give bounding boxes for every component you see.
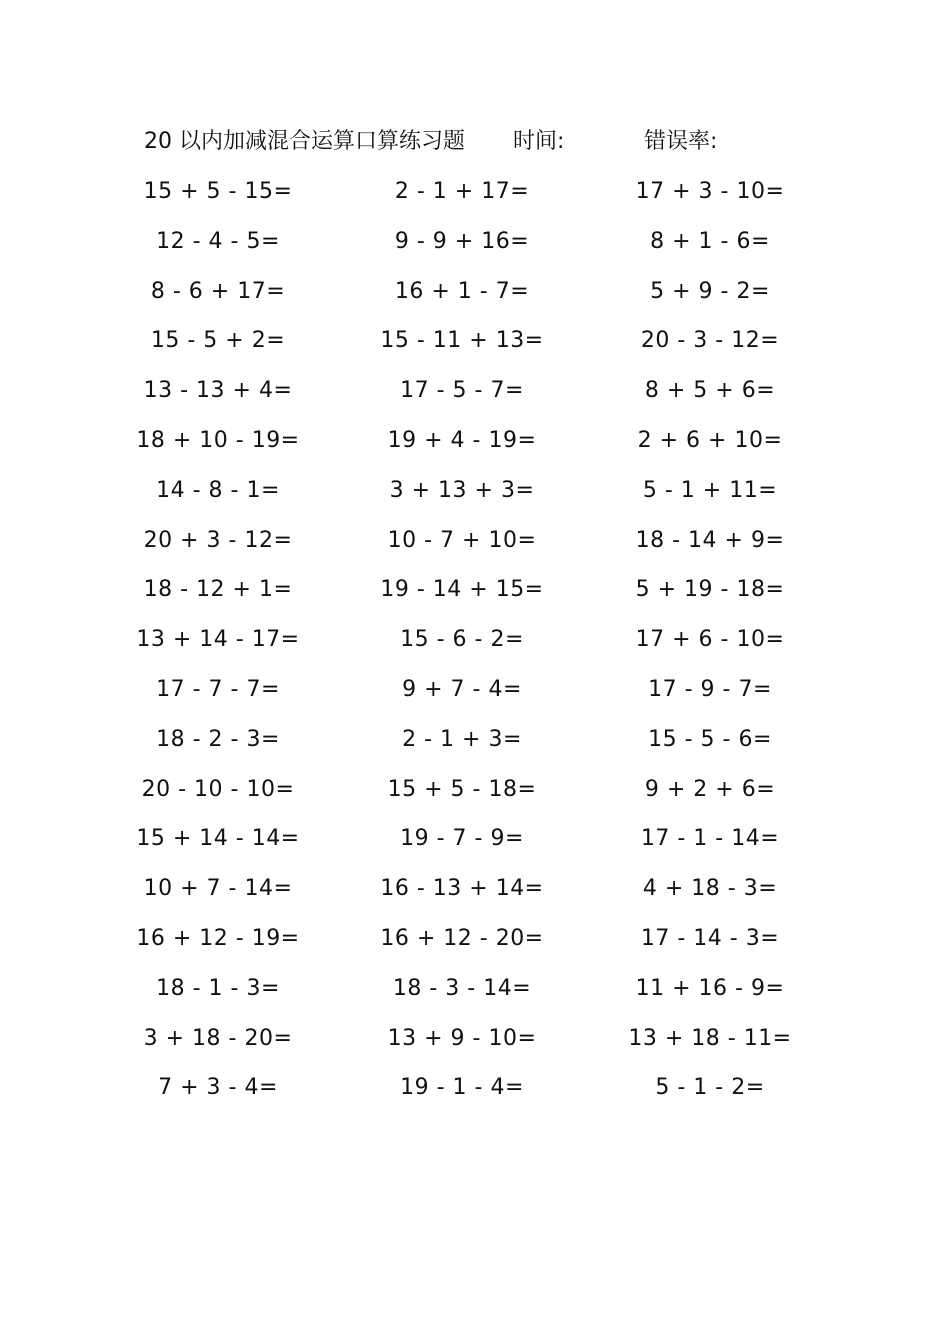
problem-row bbox=[0, 869, 950, 919]
problem-item: 18 - 14 + 9= bbox=[635, 527, 785, 553]
problem-row bbox=[0, 1019, 950, 1069]
problem-item: 16 - 13 + 14= bbox=[380, 876, 544, 902]
problem-item: 13 - 13 + 4= bbox=[143, 378, 293, 404]
problem-item: 20 - 10 - 10= bbox=[141, 776, 295, 802]
problem-item: 3 + 13 + 3= bbox=[389, 477, 535, 503]
problem-item: 16 + 1 - 7= bbox=[394, 278, 530, 304]
problem-item: 16 + 12 - 19= bbox=[136, 925, 300, 951]
problem-item: 9 - 9 + 16= bbox=[394, 228, 530, 254]
problem-item: 2 - 1 + 17= bbox=[394, 179, 530, 204]
problem-item: 19 - 1 - 4= bbox=[400, 1075, 524, 1101]
problem-item: 9 + 7 - 4= bbox=[402, 676, 522, 702]
problem-item: 4 + 18 - 3= bbox=[642, 876, 778, 902]
problem-item: 17 - 14 - 3= bbox=[640, 925, 780, 951]
problem-item: 10 - 7 + 10= bbox=[387, 527, 537, 553]
problem-row bbox=[0, 570, 950, 620]
problem-grid bbox=[0, 172, 950, 1118]
problem-row bbox=[0, 1068, 950, 1118]
problem-item: 8 + 5 + 6= bbox=[644, 378, 776, 404]
problem-row bbox=[0, 421, 950, 471]
worksheet-header bbox=[144, 124, 844, 160]
problem-item: 17 - 9 - 7= bbox=[648, 676, 772, 702]
problem-item: 17 - 5 - 7= bbox=[400, 378, 524, 404]
problem-item: 19 - 7 - 9= bbox=[400, 826, 524, 852]
problem-item: 7 + 3 - 4= bbox=[158, 1075, 278, 1101]
problem-item: 8 + 1 - 6= bbox=[650, 228, 770, 254]
time-label: 时间: bbox=[513, 129, 565, 154]
problem-item: 17 - 1 - 14= bbox=[640, 826, 780, 852]
problem-row bbox=[0, 172, 950, 222]
problem-row bbox=[0, 371, 950, 421]
problem-item: 15 - 5 + 2= bbox=[150, 328, 286, 354]
problem-item: 14 - 8 - 1= bbox=[156, 477, 280, 503]
problem-item: 18 + 10 - 19= bbox=[136, 427, 300, 453]
problem-item: 2 - 1 + 3= bbox=[402, 726, 522, 752]
problem-row bbox=[0, 222, 950, 272]
problem-row bbox=[0, 670, 950, 720]
problem-row bbox=[0, 720, 950, 770]
problem-row bbox=[0, 521, 950, 571]
problem-item: 2 + 6 + 10= bbox=[637, 427, 783, 453]
problem-row bbox=[0, 471, 950, 521]
problem-item: 9 + 2 + 6= bbox=[644, 776, 776, 802]
problem-item: 10 + 7 - 14= bbox=[143, 876, 293, 902]
problem-item: 13 + 9 - 10= bbox=[387, 1025, 537, 1051]
problem-item: 15 - 11 + 13= bbox=[380, 328, 544, 354]
error-rate-label: 错误率: bbox=[644, 129, 718, 154]
problem-row bbox=[0, 919, 950, 969]
problem-item: 8 - 6 + 17= bbox=[150, 278, 286, 304]
problem-item: 13 + 18 - 11= bbox=[628, 1025, 792, 1051]
worksheet-title: 20 以内加减混合运算口算练习题 bbox=[144, 129, 465, 154]
problem-item: 3 + 18 - 20= bbox=[143, 1025, 293, 1051]
problem-item: 17 + 6 - 10= bbox=[635, 627, 785, 653]
problem-row bbox=[0, 272, 950, 322]
problem-item: 15 + 14 - 14= bbox=[136, 826, 300, 852]
problem-item: 13 + 14 - 17= bbox=[136, 627, 300, 653]
problem-item: 18 - 3 - 14= bbox=[392, 975, 532, 1001]
problem-item: 5 + 9 - 2= bbox=[650, 278, 770, 304]
problem-item: 15 - 5 - 6= bbox=[648, 726, 772, 752]
problem-item: 19 + 4 - 19= bbox=[387, 427, 537, 453]
problem-item: 16 + 12 - 20= bbox=[380, 925, 544, 951]
problem-item: 15 + 5 - 15= bbox=[143, 179, 293, 204]
problem-item: 5 - 1 - 2= bbox=[655, 1075, 765, 1101]
problem-row bbox=[0, 770, 950, 820]
problem-item: 11 + 16 - 9= bbox=[635, 975, 785, 1001]
problem-item: 18 - 1 - 3= bbox=[156, 975, 280, 1001]
problem-item: 18 - 2 - 3= bbox=[156, 726, 280, 752]
problem-item: 15 + 5 - 18= bbox=[387, 776, 537, 802]
problem-item: 18 - 12 + 1= bbox=[143, 577, 293, 603]
problem-item: 20 - 3 - 12= bbox=[640, 328, 780, 354]
problem-row bbox=[0, 969, 950, 1019]
problem-item: 20 + 3 - 12= bbox=[143, 527, 293, 553]
problem-item: 12 - 4 - 5= bbox=[156, 228, 280, 254]
problem-item: 5 - 1 + 11= bbox=[642, 477, 778, 503]
problem-item: 15 - 6 - 2= bbox=[400, 627, 524, 653]
problem-row bbox=[0, 321, 950, 371]
problem-item: 17 - 7 - 7= bbox=[156, 676, 280, 702]
problem-item: 17 + 3 - 10= bbox=[635, 179, 785, 204]
problem-row bbox=[0, 819, 950, 869]
problem-row bbox=[0, 620, 950, 670]
problem-item: 19 - 14 + 15= bbox=[380, 577, 544, 603]
problem-item: 5 + 19 - 18= bbox=[635, 577, 785, 603]
